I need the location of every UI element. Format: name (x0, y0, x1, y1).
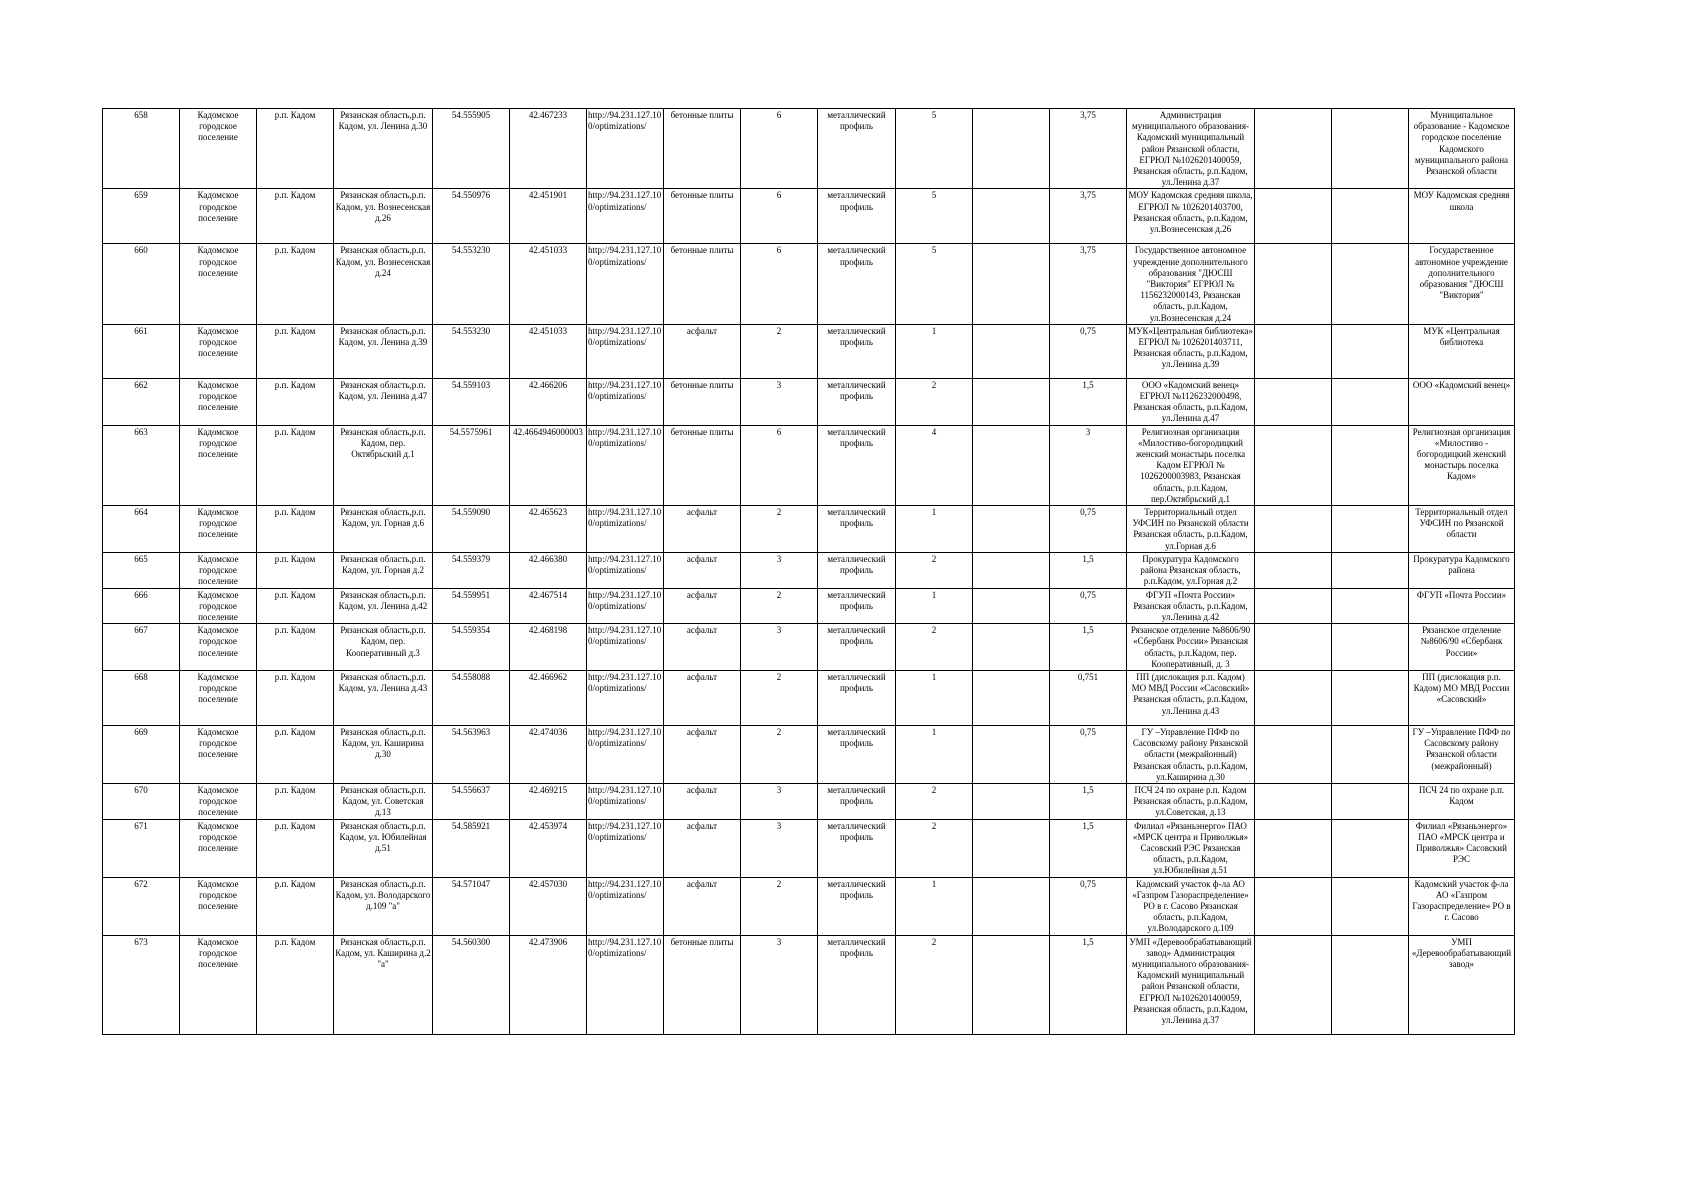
latitude-cell: 54.556637 (433, 783, 510, 819)
address-cell: Рязанская область,р.п. Кадом, ул. Ленина д.43 (334, 670, 433, 725)
link-cell[interactable]: http://94.231.127.10 0/optimizations/ (587, 783, 664, 819)
locality-cell: р.п. Кадом (257, 324, 334, 378)
longitude-cell: 42.467514 (510, 588, 587, 624)
address-cell: Рязанская область,р.п. Кадом, ул. Каширина д.2 "а" (334, 935, 433, 1034)
row-number: 673 (103, 935, 180, 1034)
blank-cell (1332, 189, 1409, 244)
blank-cell (1255, 877, 1332, 935)
longitude-cell: 42.451033 (510, 244, 587, 324)
blank-cell (973, 506, 1050, 553)
settlement-cell: Кадомское городское поселение (180, 725, 257, 783)
latitude-cell: 54.559354 (433, 624, 510, 671)
containers-cell: 1 (896, 725, 973, 783)
row-number: 665 (103, 552, 180, 588)
row-number: 660 (103, 244, 180, 324)
latitude-cell: 54.558088 (433, 670, 510, 725)
surface-cell: бетонные плиты (664, 425, 741, 505)
containers-cell: 5 (896, 189, 973, 244)
source-cell: Религиозная организация «Милостиво - богородицкий женский монастырь поселка Кадом» (1409, 425, 1515, 505)
latitude-cell: 54.550976 (433, 189, 510, 244)
area-cell: 3 (741, 378, 818, 425)
blank-cell (1332, 725, 1409, 783)
blank-cell (1255, 244, 1332, 324)
locality-cell: р.п. Кадом (257, 624, 334, 671)
settlement-cell: Кадомское городское поселение (180, 378, 257, 425)
blank-cell (973, 670, 1050, 725)
blank-cell (1332, 670, 1409, 725)
volume-cell: 3,75 (1050, 244, 1127, 324)
volume-cell: 0,75 (1050, 725, 1127, 783)
blank-cell (1332, 783, 1409, 819)
fence-cell: металлический профиль (818, 244, 896, 324)
surface-cell: асфальт (664, 552, 741, 588)
address-cell: Рязанская область,р.п. Кадом, ул. Ленина д.30 (334, 109, 433, 189)
owner-cell: Государственное автономное учреждение дополнительного образования "ДЮСШ "Виктория" ЕГРЮЛ № 1156232000143, Рязанская область, р.п.Кадом, ул.Вознесенская д.24 (1127, 244, 1255, 324)
owner-cell: Кадомский участок ф-ла АО «Газпром Газораспределение» РО в г. Сасово Рязанская область, р.п.Кадом, ул.Володарского д.109 (1127, 877, 1255, 935)
longitude-cell: 42.457030 (510, 877, 587, 935)
latitude-cell: 54.559103 (433, 378, 510, 425)
blank-cell (1332, 324, 1409, 378)
link-cell[interactable]: http://94.231.127.10 0/optimizations/ (587, 819, 664, 877)
source-cell: ПП (дислокация р.п. Кадом) МО МВД России «Сасовский» (1409, 670, 1515, 725)
latitude-cell: 54.553230 (433, 324, 510, 378)
address-cell: Рязанская область,р.п. Кадом, ул. Володарского д.109 "а" (334, 877, 433, 935)
area-cell: 2 (741, 725, 818, 783)
table-row (103, 783, 1515, 819)
blank-cell (973, 783, 1050, 819)
volume-cell: 1,5 (1050, 624, 1127, 671)
source-cell: МОУ Кадомская средняя школа (1409, 189, 1515, 244)
table-row (103, 109, 1515, 189)
owner-cell: ПП (дислокация р.п. Кадом) МО МВД России «Сасовский» Рязанская область, р.п.Кадом, ул.Ленина д.43 (1127, 670, 1255, 725)
blank-cell (1332, 109, 1409, 189)
link-cell[interactable]: http://94.231.127.10 0/optimizations/ (587, 670, 664, 725)
containers-cell: 2 (896, 819, 973, 877)
locality-cell: р.п. Кадом (257, 783, 334, 819)
link-cell[interactable]: http://94.231.127.10 0/optimizations/ (587, 109, 664, 189)
row-number: 666 (103, 588, 180, 624)
fence-cell: металлический профиль (818, 935, 896, 1034)
row-number: 663 (103, 425, 180, 505)
table-row (103, 725, 1515, 783)
fence-cell: металлический профиль (818, 670, 896, 725)
locality-cell: р.п. Кадом (257, 244, 334, 324)
link-cell[interactable]: http://94.231.127.10 0/optimizations/ (587, 189, 664, 244)
address-cell: Рязанская область,р.п. Кадом, ул. Горная д.6 (334, 506, 433, 553)
fence-cell: металлический профиль (818, 324, 896, 378)
source-cell: Рязанское отделение №8606/90 «Сбербанк России» (1409, 624, 1515, 671)
blank-cell (1255, 783, 1332, 819)
table-row (103, 624, 1515, 671)
area-cell: 3 (741, 552, 818, 588)
surface-cell: асфальт (664, 819, 741, 877)
blank-cell (1332, 552, 1409, 588)
source-cell: Территориальный отдел УФСИН по Рязанской области (1409, 506, 1515, 553)
owner-cell: ГУ –Управление ПФФ по Сасовскому району Рязанской области (межрайонный) Рязанская область, р.п.Кадом, ул.Каширина д.30 (1127, 725, 1255, 783)
blank-cell (1255, 725, 1332, 783)
blank-cell (1255, 935, 1332, 1034)
surface-cell: асфальт (664, 670, 741, 725)
volume-cell: 1,5 (1050, 378, 1127, 425)
settlement-cell: Кадомское городское поселение (180, 877, 257, 935)
owner-cell: Филиал «Рязаньэнерго» ПАО «МРСК центра и Приволжья» Сасовский РЭС Рязанская область, р.п.Кадом, ул.Юбилейная д.51 (1127, 819, 1255, 877)
address-cell: Рязанская область,р.п. Кадом, ул. Горная д.2 (334, 552, 433, 588)
fence-cell: металлический профиль (818, 725, 896, 783)
longitude-cell: 42.468198 (510, 624, 587, 671)
longitude-cell: 42.466962 (510, 670, 587, 725)
link-cell[interactable]: http://94.231.127.10 0/optimizations/ (587, 244, 664, 324)
locality-cell: р.п. Кадом (257, 552, 334, 588)
containers-cell: 1 (896, 588, 973, 624)
owner-cell: Религиозная организация «Милостиво-богородицкий женский монастырь поселка Кадом ЕГРЮЛ № 1026200003983, Рязанская область, р.п.Кадом, пер.Октябрьский д.1 (1127, 425, 1255, 505)
volume-cell: 0,75 (1050, 506, 1127, 553)
blank-cell (1332, 624, 1409, 671)
volume-cell: 1,5 (1050, 935, 1127, 1034)
owner-cell: Прокуратура Кадомского района Рязанская область, р.п.Кадом, ул.Горная д.2 (1127, 552, 1255, 588)
owner-cell: Территориальный отдел УФСИН по Рязанской области Рязанская область, р.п.Кадом, ул.Горная д.6 (1127, 506, 1255, 553)
table-row (103, 378, 1515, 425)
link-cell[interactable]: http://94.231.127.10 0/optimizations/ (587, 506, 664, 553)
surface-cell: бетонные плиты (664, 189, 741, 244)
table-row (103, 819, 1515, 877)
locality-cell: р.п. Кадом (257, 935, 334, 1034)
fence-cell: металлический профиль (818, 877, 896, 935)
surface-cell: асфальт (664, 506, 741, 553)
area-cell: 6 (741, 109, 818, 189)
owner-cell: МУК«Центральная библиотека» ЕГРЮЛ № 1026201403711, Рязанская область, р.п.Кадом, ул.Ленина д.39 (1127, 324, 1255, 378)
blank-cell (973, 189, 1050, 244)
surface-cell: бетонные плиты (664, 244, 741, 324)
owner-cell: ФГУП «Почта России» Рязанская область, р.п.Кадом, ул.Ленина д.42 (1127, 588, 1255, 624)
table-row (103, 588, 1515, 624)
latitude-cell: 54.560300 (433, 935, 510, 1034)
volume-cell: 0,75 (1050, 877, 1127, 935)
settlement-cell: Кадомское городское поселение (180, 783, 257, 819)
containers-cell: 1 (896, 670, 973, 725)
fence-cell: металлический профиль (818, 189, 896, 244)
settlement-cell: Кадомское городское поселение (180, 588, 257, 624)
registry-table (102, 108, 1515, 1035)
surface-cell: бетонные плиты (664, 935, 741, 1034)
latitude-cell: 54.559951 (433, 588, 510, 624)
link-cell[interactable]: http://94.231.127.10 0/optimizations/ (587, 324, 664, 378)
source-cell: ФГУП «Почта России» (1409, 588, 1515, 624)
row-number: 667 (103, 624, 180, 671)
area-cell: 6 (741, 425, 818, 505)
containers-cell: 5 (896, 109, 973, 189)
blank-cell (973, 378, 1050, 425)
link-cell[interactable]: http://94.231.127.10 0/optimizations/ (587, 378, 664, 425)
surface-cell: бетонные плиты (664, 109, 741, 189)
row-number: 671 (103, 819, 180, 877)
link-cell[interactable]: http://94.231.127.10 0/optimizations/ (587, 624, 664, 671)
latitude-cell: 54.555905 (433, 109, 510, 189)
table-row (103, 877, 1515, 935)
volume-cell: 3 (1050, 425, 1127, 505)
source-cell: Филиал «Рязаньэнерго» ПАО «МРСК центра и Приволжья» Сасовский РЭС (1409, 819, 1515, 877)
source-cell: УМП «Деревообрабатывающий завод» (1409, 935, 1515, 1034)
owner-cell: ООО «Кадомский венец» ЕГРЮЛ №1126232000498, Рязанская область, р.п.Кадом, ул.Ленина д.47 (1127, 378, 1255, 425)
surface-cell: асфальт (664, 588, 741, 624)
settlement-cell: Кадомское городское поселение (180, 506, 257, 553)
settlement-cell: Кадомское городское поселение (180, 189, 257, 244)
owner-cell: ПСЧ 24 по охране р.п. Кадом Рязанская область, р.п.Кадом, ул.Советская, д.13 (1127, 783, 1255, 819)
fence-cell: металлический профиль (818, 552, 896, 588)
blank-cell (973, 877, 1050, 935)
latitude-cell: 54.5575961 (433, 425, 510, 505)
surface-cell: асфальт (664, 783, 741, 819)
address-cell: Рязанская область,р.п. Кадом, ул. Каширина д.30 (334, 725, 433, 783)
longitude-cell: 42.466380 (510, 552, 587, 588)
area-cell: 3 (741, 624, 818, 671)
longitude-cell: 42.474036 (510, 725, 587, 783)
containers-cell: 1 (896, 506, 973, 553)
area-cell: 2 (741, 670, 818, 725)
surface-cell: асфальт (664, 624, 741, 671)
link-cell[interactable]: http://94.231.127.10 0/optimizations/ (587, 877, 664, 935)
row-number: 669 (103, 725, 180, 783)
blank-cell (973, 624, 1050, 671)
blank-cell (1332, 819, 1409, 877)
blank-cell (1255, 425, 1332, 505)
table-row (103, 425, 1515, 505)
blank-cell (1255, 670, 1332, 725)
containers-cell: 2 (896, 783, 973, 819)
volume-cell: 0,75 (1050, 588, 1127, 624)
owner-cell: УМП «Деревообрабатывающий завод» Администрация муниципального образования-Кадомский муниципальный район Рязанской области, ЕГРЮЛ №1026201400059, Рязанская область, р.п.Кадом, ул.Ленина д.37 (1127, 935, 1255, 1034)
surface-cell: асфальт (664, 725, 741, 783)
source-cell: ПСЧ 24 по охране р.п. Кадом (1409, 783, 1515, 819)
blank-cell (973, 109, 1050, 189)
table-row (103, 324, 1515, 378)
latitude-cell: 54.559379 (433, 552, 510, 588)
latitude-cell: 54.559090 (433, 506, 510, 553)
blank-cell (1332, 877, 1409, 935)
longitude-cell: 42.451901 (510, 189, 587, 244)
address-cell: Рязанская область,р.п. Кадом, ул. Ленина д.39 (334, 324, 433, 378)
containers-cell: 2 (896, 935, 973, 1034)
blank-cell (973, 588, 1050, 624)
volume-cell: 1,5 (1050, 783, 1127, 819)
blank-cell (1255, 324, 1332, 378)
source-cell: Прокуратура Кадомского района (1409, 552, 1515, 588)
source-cell: ООО «Кадомский венец» (1409, 378, 1515, 425)
volume-cell: 1,5 (1050, 819, 1127, 877)
fence-cell: металлический профиль (818, 506, 896, 553)
containers-cell: 4 (896, 425, 973, 505)
address-cell: Рязанская область,р.п. Кадом, пер. Кооперативный д.3 (334, 624, 433, 671)
volume-cell: 0,751 (1050, 670, 1127, 725)
fence-cell: металлический профиль (818, 109, 896, 189)
blank-cell (973, 552, 1050, 588)
source-cell: Кадомский участок ф-ла АО «Газпром Газораспределение» РО в г. Сасово (1409, 877, 1515, 935)
containers-cell: 5 (896, 244, 973, 324)
blank-cell (1332, 506, 1409, 553)
link-cell[interactable]: http://94.231.127.10 0/optimizations/ (587, 552, 664, 588)
source-cell: ГУ –Управление ПФФ по Сасовскому району Рязанской области (межрайонный) (1409, 725, 1515, 783)
locality-cell: р.п. Кадом (257, 670, 334, 725)
volume-cell: 3,75 (1050, 109, 1127, 189)
link-cell[interactable]: http://94.231.127.10 0/optimizations/ (587, 935, 664, 1034)
row-number: 668 (103, 670, 180, 725)
locality-cell: р.п. Кадом (257, 588, 334, 624)
fence-cell: металлический профиль (818, 425, 896, 505)
locality-cell: р.п. Кадом (257, 378, 334, 425)
longitude-cell: 42.4664946000003 (510, 425, 587, 505)
fence-cell: металлический профиль (818, 624, 896, 671)
settlement-cell: Кадомское городское поселение (180, 819, 257, 877)
link-cell[interactable]: http://94.231.127.10 0/optimizations/ (587, 725, 664, 783)
owner-cell: Рязанское отделение №8606/90 «Сбербанк России» Рязанская область, р.п.Кадом, пер. Кооперативный, д. 3 (1127, 624, 1255, 671)
blank-cell (973, 244, 1050, 324)
row-number: 659 (103, 189, 180, 244)
row-number: 664 (103, 506, 180, 553)
blank-cell (1332, 588, 1409, 624)
latitude-cell: 54.585921 (433, 819, 510, 877)
row-number: 672 (103, 877, 180, 935)
settlement-cell: Кадомское городское поселение (180, 109, 257, 189)
area-cell: 2 (741, 506, 818, 553)
blank-cell (1332, 425, 1409, 505)
owner-cell: Администрация муниципального образования-Кадомский муниципальный район Рязанской области, ЕГРЮЛ №1026201400059, Рязанская область, р.п.Кадом, ул.Ленина д.37 (1127, 109, 1255, 189)
row-number: 670 (103, 783, 180, 819)
address-cell: Рязанская область,р.п. Кадом, ул. Юбилейная д.51 (334, 819, 433, 877)
settlement-cell: Кадомское городское поселение (180, 244, 257, 324)
area-cell: 3 (741, 935, 818, 1034)
table-row (103, 506, 1515, 553)
latitude-cell: 54.563963 (433, 725, 510, 783)
address-cell: Рязанская область,р.п. Кадом, ул. Вознесенская д.24 (334, 244, 433, 324)
link-cell[interactable]: http://94.231.127.10 0/optimizations/ (587, 425, 664, 505)
locality-cell: р.п. Кадом (257, 877, 334, 935)
row-number: 661 (103, 324, 180, 378)
blank-cell (1255, 378, 1332, 425)
row-number: 658 (103, 109, 180, 189)
blank-cell (1332, 244, 1409, 324)
longitude-cell: 42.469215 (510, 783, 587, 819)
address-cell: Рязанская область,р.п. Кадом, ул. Вознесенская д.26 (334, 189, 433, 244)
table-body (103, 109, 1515, 1035)
blank-cell (973, 324, 1050, 378)
fence-cell: металлический профиль (818, 378, 896, 425)
settlement-cell: Кадомское городское поселение (180, 670, 257, 725)
table-row (103, 670, 1515, 725)
longitude-cell: 42.453974 (510, 819, 587, 877)
longitude-cell: 42.473906 (510, 935, 587, 1034)
surface-cell: бетонные плиты (664, 378, 741, 425)
source-cell: МУК «Центральная библиотека (1409, 324, 1515, 378)
volume-cell: 1,5 (1050, 552, 1127, 588)
source-cell: Муниципальное образование - Кадомское городское поселение Кадомского муниципального района Рязанской области (1409, 109, 1515, 189)
longitude-cell: 42.467233 (510, 109, 587, 189)
blank-cell (1332, 935, 1409, 1034)
fence-cell: металлический профиль (818, 819, 896, 877)
table-row (103, 552, 1515, 588)
volume-cell: 3,75 (1050, 189, 1127, 244)
longitude-cell: 42.465623 (510, 506, 587, 553)
settlement-cell: Кадомское городское поселение (180, 935, 257, 1034)
locality-cell: р.п. Кадом (257, 819, 334, 877)
latitude-cell: 54.553230 (433, 244, 510, 324)
longitude-cell: 42.466206 (510, 378, 587, 425)
link-cell[interactable]: http://94.231.127.10 0/optimizations/ (587, 588, 664, 624)
area-cell: 3 (741, 783, 818, 819)
blank-cell (1255, 109, 1332, 189)
blank-cell (1332, 378, 1409, 425)
locality-cell: р.п. Кадом (257, 109, 334, 189)
blank-cell (1255, 506, 1332, 553)
blank-cell (1255, 552, 1332, 588)
area-cell: 6 (741, 189, 818, 244)
area-cell: 2 (741, 324, 818, 378)
settlement-cell: Кадомское городское поселение (180, 552, 257, 588)
locality-cell: р.п. Кадом (257, 425, 334, 505)
area-cell: 2 (741, 877, 818, 935)
row-number: 662 (103, 378, 180, 425)
longitude-cell: 42.451033 (510, 324, 587, 378)
surface-cell: асфальт (664, 877, 741, 935)
locality-cell: р.п. Кадом (257, 725, 334, 783)
area-cell: 2 (741, 588, 818, 624)
blank-cell (1255, 624, 1332, 671)
address-cell: Рязанская область,р.п. Кадом, ул. Советская д.13 (334, 783, 433, 819)
volume-cell: 0,75 (1050, 324, 1127, 378)
blank-cell (973, 819, 1050, 877)
blank-cell (1255, 189, 1332, 244)
table-row (103, 935, 1515, 1034)
blank-cell (973, 935, 1050, 1034)
containers-cell: 1 (896, 877, 973, 935)
address-cell: Рязанская область,р.п. Кадом, ул. Ленина д.47 (334, 378, 433, 425)
settlement-cell: Кадомское городское поселение (180, 425, 257, 505)
blank-cell (1255, 819, 1332, 877)
address-cell: Рязанская область,р.п. Кадом, ул. Ленина д.42 (334, 588, 433, 624)
containers-cell: 2 (896, 378, 973, 425)
latitude-cell: 54.571047 (433, 877, 510, 935)
source-cell: Государственное автономное учреждение дополнительного образования "ДЮСШ "Виктория" (1409, 244, 1515, 324)
fence-cell: металлический профиль (818, 783, 896, 819)
settlement-cell: Кадомское городское поселение (180, 624, 257, 671)
blank-cell (973, 725, 1050, 783)
area-cell: 3 (741, 819, 818, 877)
containers-cell: 2 (896, 552, 973, 588)
containers-cell: 2 (896, 624, 973, 671)
locality-cell: р.п. Кадом (257, 506, 334, 553)
address-cell: Рязанская область,р.п. Кадом, пер. Октябрьский д.1 (334, 425, 433, 505)
containers-cell: 1 (896, 324, 973, 378)
fence-cell: металлический профиль (818, 588, 896, 624)
table-row (103, 244, 1515, 324)
surface-cell: асфальт (664, 324, 741, 378)
blank-cell (1255, 588, 1332, 624)
locality-cell: р.п. Кадом (257, 189, 334, 244)
settlement-cell: Кадомское городское поселение (180, 324, 257, 378)
area-cell: 6 (741, 244, 818, 324)
owner-cell: МОУ Кадомская средняя школа, ЕГРЮЛ № 1026201403700, Рязанская область, р.п.Кадом, ул.Вознесенская д.26 (1127, 189, 1255, 244)
table-row (103, 189, 1515, 244)
blank-cell (973, 425, 1050, 505)
